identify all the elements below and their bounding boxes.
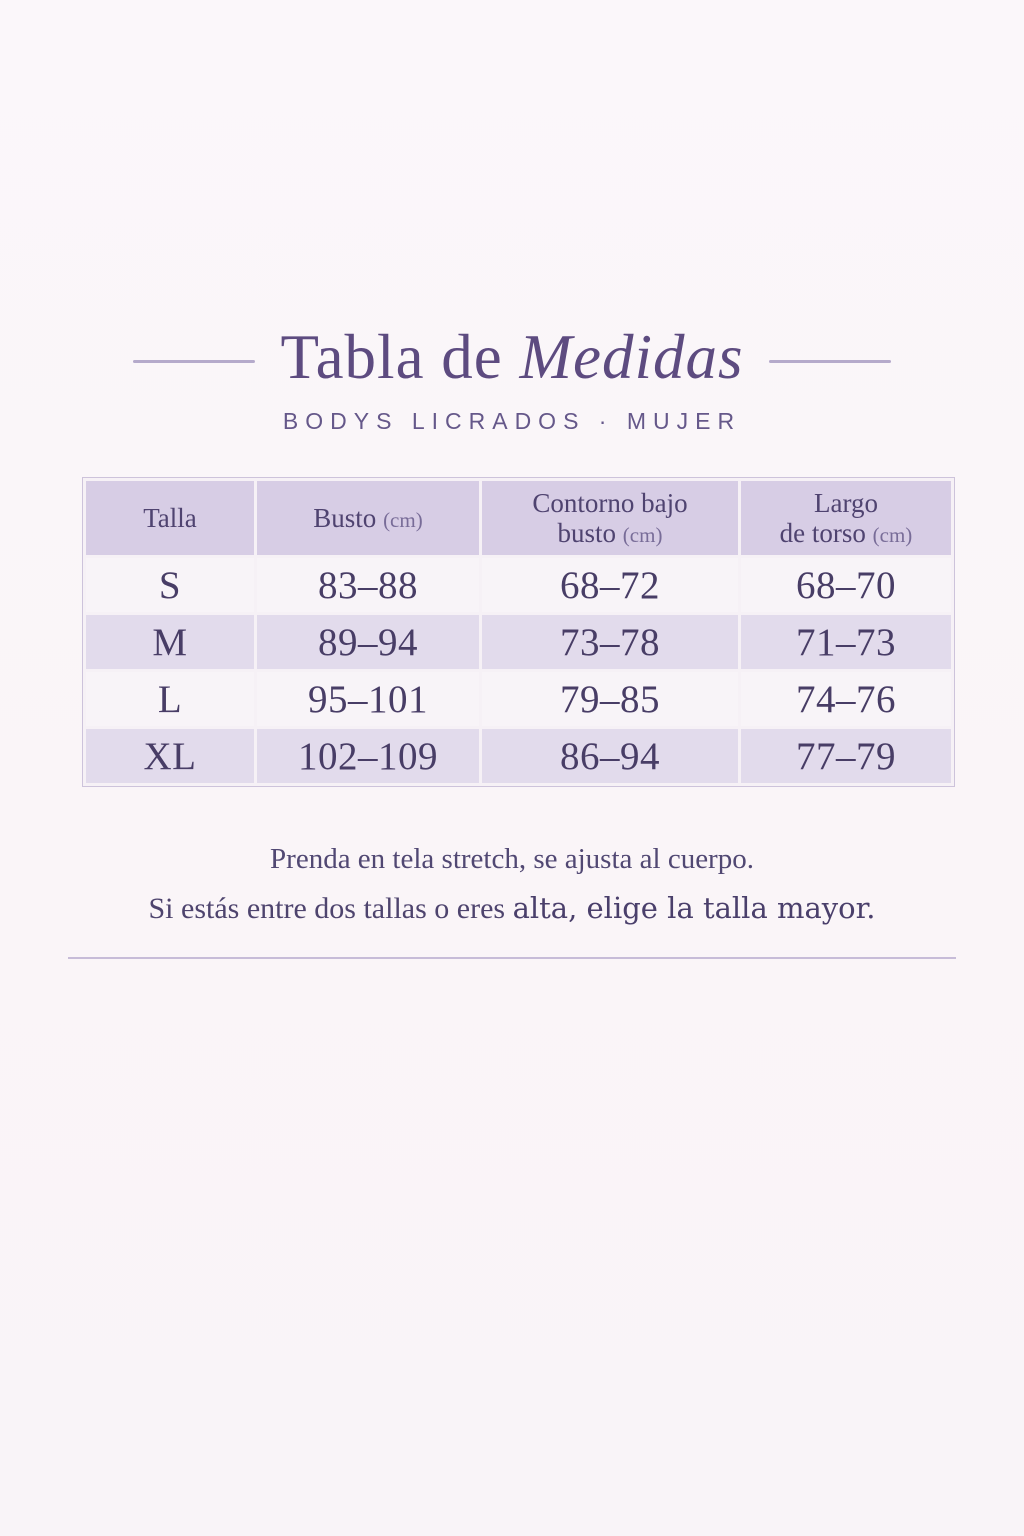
- page-title-regular: Tabla de: [280, 322, 503, 392]
- column-header-busto: [257, 481, 479, 555]
- cell-talla: M: [86, 615, 254, 669]
- title-decoration-line-right: [769, 360, 891, 363]
- cell-contorno: 86–94: [482, 729, 738, 783]
- column-header-largo: [741, 481, 951, 555]
- cell-contorno: 68–72: [482, 558, 738, 612]
- measurements-table: [82, 477, 955, 787]
- measurements-table-body: [86, 558, 951, 783]
- cell-busto: 83–88: [257, 558, 479, 612]
- note-size-advice-regular: Si estás entre dos tallas o eres: [148, 892, 506, 925]
- table-row-size-m: [86, 615, 951, 669]
- cell-largo: 74–76: [741, 672, 951, 726]
- page-title: [280, 322, 744, 392]
- cell-largo: 71–73: [741, 615, 951, 669]
- column-header-largo-line2: de torso: [779, 518, 866, 548]
- cell-busto: 102–109: [257, 729, 479, 783]
- table-row-size-l: [86, 672, 951, 726]
- cell-busto: 89–94: [257, 615, 479, 669]
- column-header-largo-line1: Largo: [814, 487, 878, 518]
- measurements-table-header: [86, 481, 951, 555]
- cell-contorno: 79–85: [482, 672, 738, 726]
- column-header-busto-unit: (cm): [383, 507, 423, 532]
- cell-largo: 68–70: [741, 558, 951, 612]
- column-header-busto-label: Busto: [313, 502, 377, 533]
- column-header-contorno-unit: (cm): [622, 523, 663, 547]
- column-header-talla: [86, 481, 254, 555]
- cell-largo: 77–79: [741, 729, 951, 783]
- page-title-italic: Medidas: [519, 322, 744, 392]
- cell-talla: L: [86, 672, 254, 726]
- header-row: [86, 481, 951, 555]
- table-row-size-xl: [86, 729, 951, 783]
- title-decoration-line-left: [133, 360, 255, 363]
- note-size-advice: [0, 891, 1024, 926]
- column-header-contorno: [482, 481, 738, 555]
- column-header-contorno-line1: Contorno bajo: [532, 487, 688, 518]
- page-subtitle: BODYS LICRADOS · MUJER: [282, 408, 742, 434]
- cell-contorno: 73–78: [482, 615, 738, 669]
- title-block: [0, 322, 1024, 392]
- column-header-largo-unit: (cm): [872, 523, 913, 547]
- column-header-talla-label: Talla: [143, 502, 197, 533]
- table-row-size-s: [86, 558, 951, 612]
- cell-busto: 95–101: [257, 672, 479, 726]
- note-stretch-fabric: Prenda en tela stretch, se ajusta al cuerpo.: [270, 843, 754, 875]
- cell-talla: XL: [86, 729, 254, 783]
- bottom-divider-line: [68, 957, 956, 959]
- cell-talla: S: [86, 558, 254, 612]
- note-size-advice-emphasis: alta, elige la talla mayor.: [512, 891, 876, 925]
- column-header-contorno-line2: busto: [557, 518, 617, 548]
